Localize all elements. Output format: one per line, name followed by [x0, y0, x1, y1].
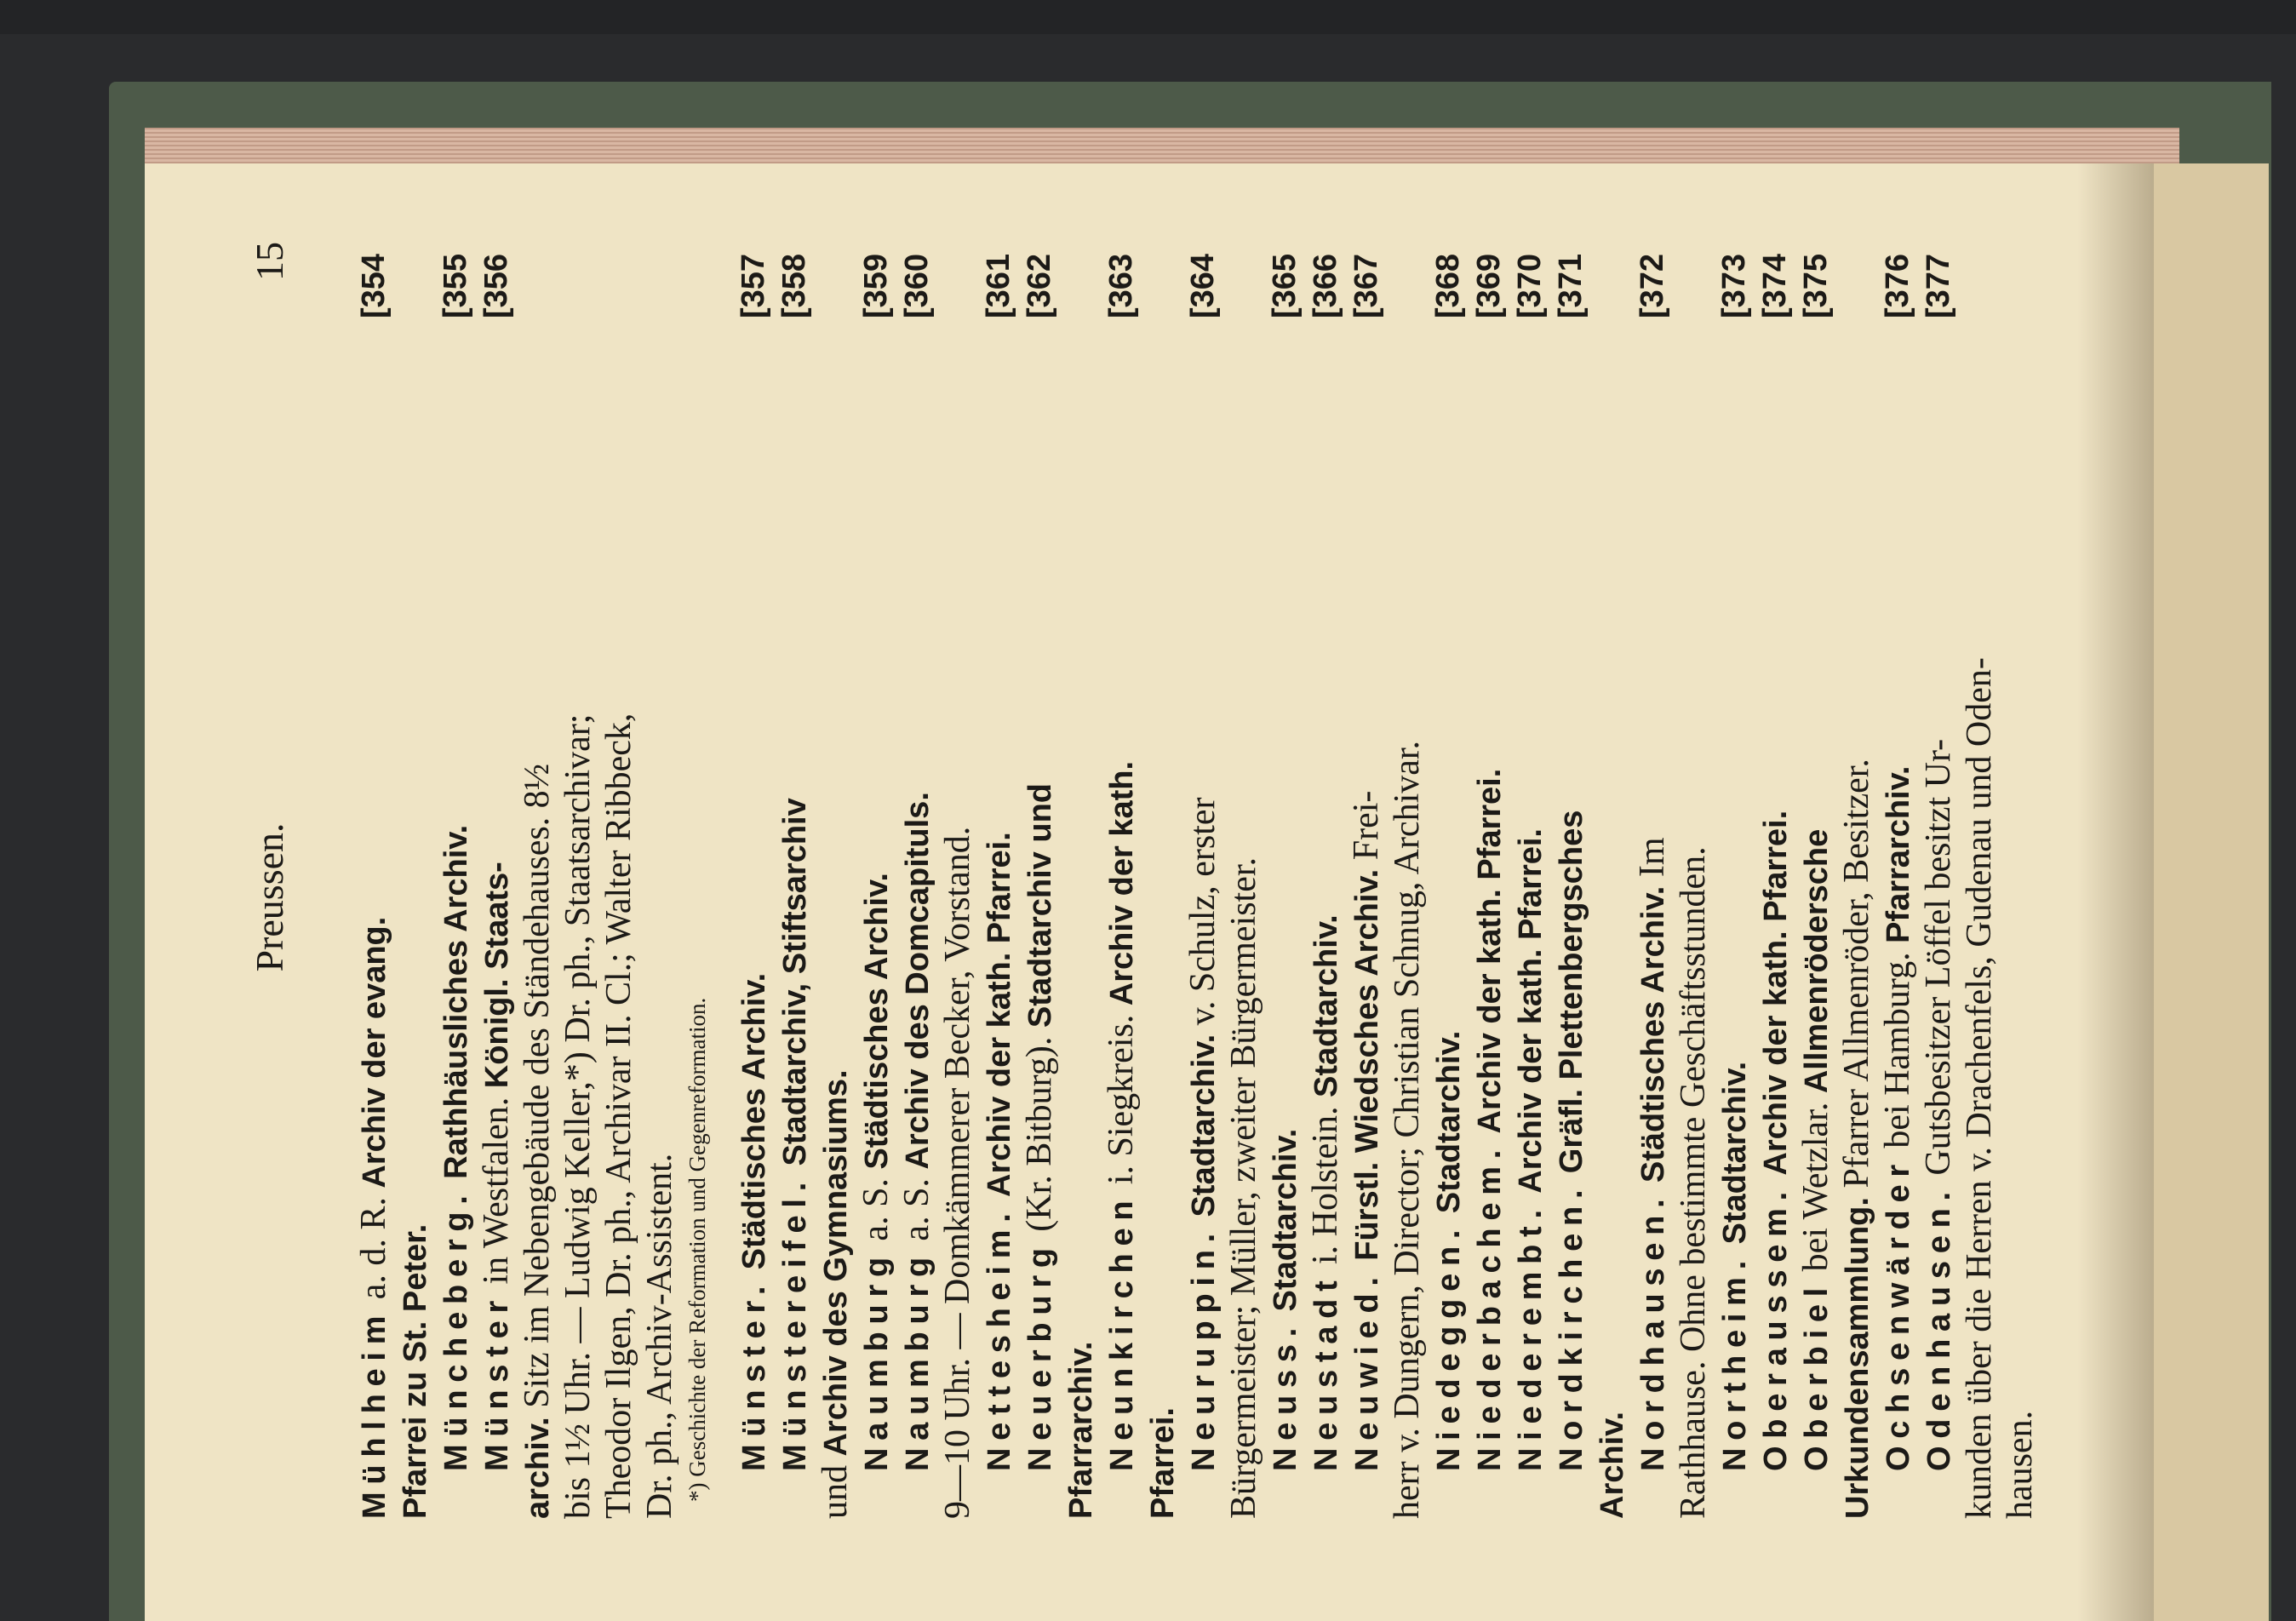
place-name: Neuruppin.	[1186, 1226, 1222, 1471]
text-line	[1305, 253, 1346, 1519]
entry-number: [372	[1635, 253, 1670, 318]
text-line	[856, 253, 896, 1519]
text-segment: (Kr. Bitburg).	[1020, 1028, 1059, 1241]
entry-number: [357	[736, 253, 771, 318]
place-name: Neuwied.	[1349, 1269, 1385, 1471]
text-line	[1346, 253, 1387, 1519]
text-segment: Rathhause. Ohne bestimmte Geschäftsstunden.	[1674, 846, 1713, 1519]
archive-name: Rathhäusliches Archiv.	[438, 824, 474, 1179]
place-name: Niederembt.	[1513, 1202, 1549, 1471]
text-line	[1714, 253, 1755, 1519]
place-name: Neuerburg	[1022, 1240, 1058, 1471]
place-name: Neustadt	[1308, 1273, 1344, 1471]
archive-name: Pfarrarchiv.	[1063, 1341, 1099, 1519]
text-segment: bei Wetzlar.	[1796, 1093, 1835, 1280]
archive-name: Pfarrei.	[1145, 1407, 1181, 1519]
place-name: Odenhausen.	[1921, 1184, 1957, 1471]
place-name: Neunkirchen	[1104, 1193, 1140, 1471]
archive-name: Stadtarchiv.	[1431, 1030, 1467, 1214]
archive-name: Städtisches Archiv.	[1635, 885, 1671, 1183]
place-name: Nordkirchen.	[1554, 1182, 1589, 1471]
archive-entry-list	[353, 253, 2041, 1519]
background-top	[0, 0, 2296, 34]
text-segment	[1755, 1176, 1795, 1185]
text-segment: Theodor Ilgen, Dr. ph., Archivar II. Cl.; Walter Ribbeck,	[599, 713, 638, 1519]
place-name: Niedeggen.	[1431, 1222, 1467, 1471]
text-segment: kunden über die Herren v. Drachenfels, Gudenau und Oden-	[1960, 657, 1999, 1519]
text-line	[476, 253, 517, 1519]
text-line	[639, 335, 680, 1519]
place-name: Oberaussem.	[1758, 1184, 1794, 1471]
archive-name: Städtisches Archiv.	[859, 873, 895, 1170]
text-line	[2000, 335, 2041, 1519]
entry-number: [364	[1185, 253, 1221, 318]
text-segment: Im	[1633, 837, 1672, 886]
text-segment	[1633, 1183, 1672, 1192]
text-line	[1264, 253, 1305, 1519]
entry-number: [363	[1103, 253, 1139, 318]
text-line	[1060, 335, 1101, 1519]
text-line	[1223, 335, 1264, 1519]
text-segment: Frei-	[1347, 790, 1386, 869]
archive-name: Archiv des Domcapituls.	[900, 792, 936, 1170]
text-segment: bis 1½ Uhr. — Ludwig Keller,*) Dr. ph., Staatsarchivar;	[558, 713, 598, 1519]
footnote-line	[680, 335, 714, 1519]
text-segment	[1347, 1261, 1386, 1270]
text-segment: Bürgermeister; Müller, zweiter Bürgermeister.	[1224, 856, 1263, 1519]
text-segment	[1551, 1173, 1590, 1183]
archive-name: Archiv der kath. Pfarrei.	[1472, 768, 1508, 1134]
entry-number: [368	[1430, 253, 1466, 318]
archive-name: Stadtarchiv.	[1717, 1061, 1753, 1245]
place-name: Naumburg	[859, 1250, 895, 1471]
text-segment	[1265, 1311, 1304, 1320]
text-segment	[436, 1179, 475, 1189]
archive-name: Urkundensammlung.	[1840, 1197, 1875, 1519]
text-segment	[1715, 1244, 1754, 1253]
facing-page-edge	[2150, 163, 2269, 1621]
text-segment	[979, 1197, 1018, 1206]
text-line	[1755, 253, 1795, 1519]
page-header	[247, 182, 298, 1612]
archive-name: Städtisches Archiv.	[736, 972, 772, 1270]
text-segment: 9—10 Uhr. — Domkämmerer Becker, Vorstand.	[938, 826, 977, 1519]
entry-number: [366	[1308, 253, 1343, 318]
archive-name: Stadtarchiv.	[1308, 914, 1344, 1097]
place-name: Nettesheim.	[982, 1206, 1017, 1471]
text-line	[394, 335, 435, 1519]
text-segment: und	[816, 1456, 855, 1519]
text-line	[1387, 335, 1428, 1519]
entry-number: [376	[1880, 253, 1915, 318]
page-number: 15	[248, 242, 291, 281]
text-line	[1918, 253, 1959, 1519]
text-line	[815, 335, 856, 1519]
text-line	[1019, 253, 1060, 1519]
text-line	[1673, 335, 1714, 1519]
entry-number: [359	[858, 253, 894, 318]
text-segment: herr v. Dungern, Director; Christian Schnug, Archivar.	[1388, 740, 1427, 1519]
place-name: Ochsenwärder	[1881, 1157, 1916, 1471]
text-line	[937, 335, 978, 1519]
text-line	[896, 253, 937, 1519]
text-line	[353, 253, 394, 1519]
archive-name: Pfarrei zu St. Peter.	[398, 1223, 433, 1519]
text-segment: Pfarrer Allmenröder, Besitzer.	[1837, 759, 1876, 1198]
place-name: Northeim.	[1717, 1252, 1753, 1471]
entry-number: [355	[438, 253, 473, 318]
text-segment: Dr. ph., Archiv-Assistent.	[640, 1153, 679, 1519]
entry-number: [369	[1471, 253, 1507, 318]
rotated-page-content	[145, 174, 2154, 1621]
text-line	[1836, 335, 1877, 1519]
place-name: Münster.	[736, 1278, 772, 1471]
text-line	[978, 253, 1019, 1519]
text-line	[1428, 253, 1469, 1519]
text-segment: i. Holstein.	[1306, 1097, 1345, 1274]
text-line	[1550, 253, 1591, 1519]
archive-name: Pfarrarchiv.	[1881, 765, 1916, 943]
text-line	[1877, 253, 1918, 1519]
text-line	[517, 335, 558, 1519]
place-name: Münstereifel.	[777, 1174, 813, 1471]
text-line	[558, 335, 598, 1519]
archive-name: Stadtarchiv.	[1268, 1128, 1303, 1312]
text-segment: a. S.	[897, 1169, 936, 1251]
entry-number: [367	[1348, 253, 1384, 318]
text-line	[1142, 335, 1182, 1519]
entry-number: [373	[1716, 253, 1752, 318]
book-page	[145, 163, 2154, 1621]
text-segment: hausen.	[2001, 1410, 2040, 1519]
text-segment: Gutsbesitzer Löffel besitzt Ur-	[1919, 738, 1958, 1185]
archive-name: Archiv der evang.	[357, 916, 392, 1189]
text-segment: i. Siegkreis.	[1102, 1005, 1141, 1194]
running-head: Preussen.	[248, 822, 291, 972]
place-name: Neuss.	[1268, 1320, 1303, 1471]
text-line	[435, 253, 476, 1519]
text-segment: bei Hamburg.	[1878, 942, 1917, 1158]
archive-name: Archiv der kath.	[1104, 760, 1140, 1006]
entry-number: [365	[1267, 253, 1303, 318]
archive-name: Stadtarchiv, Stiftsarchiv	[777, 798, 813, 1166]
archive-name: Gräfl. Plettenbergsches	[1554, 810, 1589, 1174]
entry-number: [374	[1757, 253, 1793, 318]
text-segment: a. S.	[856, 1169, 896, 1251]
archive-name: Stadtarchiv und	[1022, 782, 1058, 1028]
archive-name: Archiv.	[1595, 1411, 1630, 1519]
text-line	[1632, 253, 1673, 1519]
archive-name: Archiv des Gymnasiums.	[818, 1069, 854, 1457]
entry-number: [360	[899, 253, 935, 318]
archive-name: archiv.	[520, 1417, 556, 1519]
place-name: Nordhausen.	[1635, 1191, 1671, 1471]
entry-number: [375	[1798, 253, 1834, 318]
text-segment	[1183, 1217, 1222, 1227]
text-segment	[1429, 1213, 1468, 1223]
text-line	[733, 253, 774, 1519]
text-line	[598, 335, 639, 1519]
place-name: Oberbiel	[1799, 1280, 1835, 1471]
place-name: Müncheberg.	[438, 1188, 474, 1471]
text-segment: v. Schulz, erster	[1183, 797, 1222, 1034]
text-line	[1101, 253, 1142, 1519]
text-segment	[734, 1269, 773, 1279]
entry-number: [361	[981, 253, 1016, 318]
text-line	[1795, 253, 1836, 1519]
entry-number: [356	[478, 253, 514, 318]
entry-number: [377	[1921, 253, 1956, 318]
text-segment: a. d. R.	[354, 1188, 393, 1309]
text-segment	[775, 1166, 814, 1175]
text-line	[774, 253, 815, 1519]
text-line	[1591, 335, 1632, 1519]
text-segment: *) Geschichte der Reformation und Gegenreformation.	[684, 997, 710, 1502]
place-name: Mühlheim	[357, 1308, 392, 1519]
archive-name: Fürstl. Wiedsches Archiv.	[1349, 868, 1385, 1261]
archive-name: Archiv der kath. Pfarrei.	[982, 832, 1017, 1197]
text-segment: in Westfalen.	[477, 1088, 516, 1294]
archive-name: Archiv der kath. Pfarrei.	[1513, 828, 1549, 1194]
entry-number: [354	[356, 253, 392, 318]
place-name: Münster	[479, 1293, 515, 1471]
entry-number: [370	[1512, 253, 1548, 318]
page-edges	[145, 128, 2179, 165]
text-line	[1509, 253, 1550, 1519]
text-segment	[1510, 1194, 1549, 1203]
entry-number: [371	[1553, 253, 1589, 318]
archive-name: Allmenrödersche	[1799, 828, 1835, 1094]
archive-name: Königl. Staats-	[479, 862, 515, 1089]
place-name: Naumburg	[900, 1250, 936, 1471]
text-line	[1182, 253, 1223, 1519]
text-line	[1959, 335, 2000, 1519]
page-gutter-shadow	[2077, 163, 2154, 1621]
archive-name: Stadtarchiv.	[1186, 1034, 1222, 1217]
place-name: Niederbachem.	[1472, 1142, 1508, 1471]
entry-number: [358	[776, 253, 812, 318]
archive-name: Archiv der kath. Pfarrei.	[1758, 810, 1794, 1176]
text-segment: Sitz im Nebengebäude des Ständehauses. 8½	[518, 763, 557, 1418]
text-segment	[1469, 1133, 1509, 1143]
text-line	[1469, 253, 1509, 1519]
entry-number: [362	[1022, 253, 1057, 318]
